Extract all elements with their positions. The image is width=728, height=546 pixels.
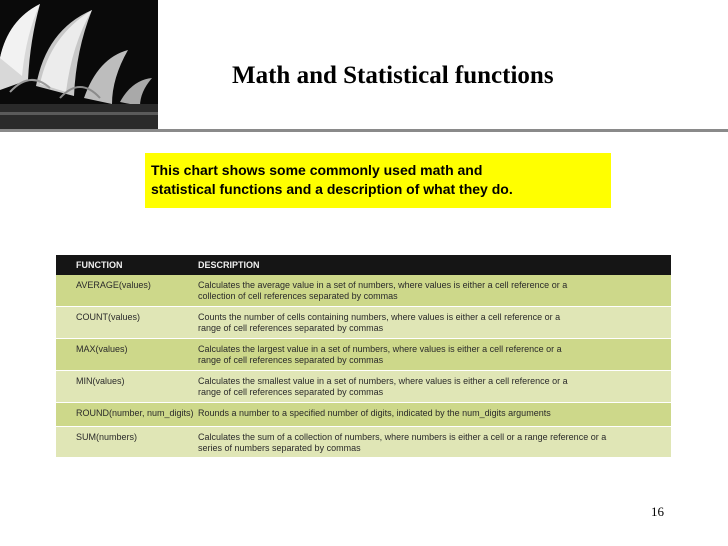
functions-table — [56, 255, 671, 457]
title-divider — [0, 129, 728, 132]
description-cell — [198, 344, 671, 366]
function-cell: COUNT(values) — [76, 312, 141, 322]
description-line: Calculates the sum of a collection of numbers, where numbers is either a cell or a range reference or a — [198, 432, 607, 442]
description-line: series of numbers separated by commas — [198, 443, 361, 453]
callout-box — [145, 153, 611, 208]
table-row — [56, 307, 671, 339]
description-line: Calculates the smallest value in a set of numbers, where values is either a cell reference or a — [198, 376, 568, 386]
description-cell — [198, 432, 671, 454]
description-line: range of cell references separated by commas — [198, 355, 384, 365]
description-line: range of cell references separated by commas — [198, 323, 384, 333]
function-cell: ROUND(number, num_digits) — [76, 408, 194, 418]
description-line: Rounds a number to a specified number of digits, indicated by the num_digits arguments — [198, 408, 551, 418]
callout-line-2: statistical functions and a description of what they do. — [151, 181, 513, 197]
description-cell — [198, 376, 671, 398]
table-row — [56, 427, 671, 457]
description-line: Counts the number of cells containing numbers, where values is either a cell reference or a — [198, 312, 561, 322]
description-cell — [198, 280, 671, 302]
description-cell — [198, 312, 671, 334]
table-row — [56, 339, 671, 371]
function-cell: AVERAGE(values) — [76, 280, 151, 290]
opera-house-photo — [0, 0, 158, 130]
table-row — [56, 403, 671, 427]
description-line: Calculates the largest value in a set of numbers, where values is either a cell reference or a — [198, 344, 562, 354]
function-cell: SUM(numbers) — [76, 432, 138, 442]
slide-title: Math and Statistical functions — [232, 62, 554, 89]
header-description: DESCRIPTION — [198, 260, 260, 270]
header-function: FUNCTION — [76, 260, 123, 270]
table-row — [56, 275, 671, 307]
page-number: 16 — [651, 504, 664, 519]
description-line: Calculates the average value in a set of numbers, where values is either a cell reference or a — [198, 280, 568, 290]
callout-line-1: This chart shows some commonly used math and — [151, 162, 483, 178]
table-row — [56, 371, 671, 403]
function-cell: MIN(values) — [76, 376, 125, 386]
description-line: range of cell references separated by commas — [198, 387, 384, 397]
description-line: collection of cell references separated by commas — [198, 291, 398, 301]
description-cell — [198, 408, 671, 419]
table-header — [56, 255, 671, 275]
function-cell: MAX(values) — [76, 344, 128, 354]
